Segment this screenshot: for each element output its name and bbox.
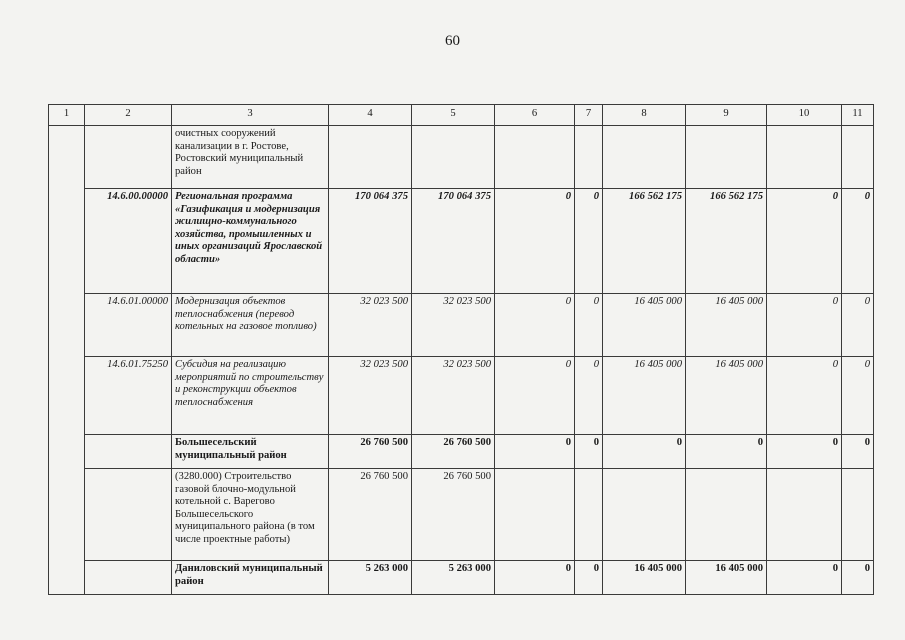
value-cell: 166 562 175 bbox=[603, 189, 686, 294]
value-cell: 5 263 000 bbox=[329, 561, 412, 595]
description-cell: очистных сооружений канализации в г. Ростове, Ростовский муниципальный район bbox=[172, 126, 329, 189]
value-cell: 0 bbox=[495, 561, 575, 595]
value-cell bbox=[329, 126, 412, 189]
value-cell: 26 760 500 bbox=[412, 469, 495, 561]
column-header: 3 bbox=[172, 105, 329, 126]
value-cell bbox=[686, 469, 767, 561]
code-cell: 14.6.01.00000 bbox=[85, 294, 172, 357]
value-cell: 0 bbox=[495, 189, 575, 294]
value-cell: 0 bbox=[495, 357, 575, 435]
value-cell bbox=[686, 126, 767, 189]
value-cell: 0 bbox=[575, 561, 603, 595]
table-row bbox=[49, 357, 874, 435]
description-cell: Даниловский муниципальный район bbox=[172, 561, 329, 595]
value-cell: 32 023 500 bbox=[412, 357, 495, 435]
value-cell bbox=[603, 469, 686, 561]
value-cell bbox=[842, 126, 874, 189]
value-cell: 32 023 500 bbox=[329, 294, 412, 357]
column-header: 8 bbox=[603, 105, 686, 126]
value-cell bbox=[767, 126, 842, 189]
column-header: 4 bbox=[329, 105, 412, 126]
value-cell: 26 760 500 bbox=[329, 469, 412, 561]
value-cell: 0 bbox=[767, 561, 842, 595]
value-cell: 0 bbox=[842, 189, 874, 294]
code-cell: 14.6.00.00000 bbox=[85, 189, 172, 294]
value-cell bbox=[495, 469, 575, 561]
value-cell: 16 405 000 bbox=[686, 357, 767, 435]
value-cell bbox=[495, 126, 575, 189]
value-cell: 0 bbox=[767, 189, 842, 294]
column-header: 7 bbox=[575, 105, 603, 126]
value-cell: 0 bbox=[767, 294, 842, 357]
column-header: 1 bbox=[49, 105, 85, 126]
column-header: 10 bbox=[767, 105, 842, 126]
value-cell: 166 562 175 bbox=[686, 189, 767, 294]
value-cell: 0 bbox=[842, 435, 874, 469]
value-cell: 5 263 000 bbox=[412, 561, 495, 595]
value-cell: 0 bbox=[575, 435, 603, 469]
description-cell: Большесельский муниципальный район bbox=[172, 435, 329, 469]
value-cell: 0 bbox=[767, 435, 842, 469]
value-cell: 0 bbox=[495, 294, 575, 357]
value-cell: 16 405 000 bbox=[603, 561, 686, 595]
value-cell: 26 760 500 bbox=[412, 435, 495, 469]
column-header: 9 bbox=[686, 105, 767, 126]
value-cell: 16 405 000 bbox=[686, 294, 767, 357]
code-cell: 14.6.01.75250 bbox=[85, 357, 172, 435]
value-cell: 170 064 375 bbox=[329, 189, 412, 294]
value-cell: 0 bbox=[575, 357, 603, 435]
column-header: 11 bbox=[842, 105, 874, 126]
description-cell: (3280.000) Строительство газовой блочно-модульной котельной с. Варегово Большесельского муниципального района (в том числе проектные работы) bbox=[172, 469, 329, 561]
table-row bbox=[49, 126, 874, 189]
value-cell: 32 023 500 bbox=[412, 294, 495, 357]
value-cell: 32 023 500 bbox=[329, 357, 412, 435]
value-cell bbox=[603, 126, 686, 189]
table-row bbox=[49, 294, 874, 357]
budget-table bbox=[48, 104, 874, 595]
column-header: 5 bbox=[412, 105, 495, 126]
code-cell bbox=[85, 435, 172, 469]
value-cell: 0 bbox=[842, 561, 874, 595]
value-cell: 0 bbox=[842, 357, 874, 435]
table-row bbox=[49, 561, 874, 595]
value-cell: 16 405 000 bbox=[686, 561, 767, 595]
value-cell: 16 405 000 bbox=[603, 294, 686, 357]
column-number-header-row bbox=[49, 105, 874, 126]
value-cell: 0 bbox=[842, 294, 874, 357]
description-cell: Модернизация объектов теплоснабжения (перевод котельных на газовое топливо) bbox=[172, 294, 329, 357]
description-cell: Региональная программа «Газификация и модернизация жилищно-коммунального хозяйства, промышленных и иных организаций Ярославской области» bbox=[172, 189, 329, 294]
code-cell bbox=[85, 561, 172, 595]
table-row bbox=[49, 435, 874, 469]
page-number: 60 bbox=[445, 33, 460, 49]
value-cell: 170 064 375 bbox=[412, 189, 495, 294]
column-header: 2 bbox=[85, 105, 172, 126]
value-cell: 0 bbox=[575, 294, 603, 357]
value-cell bbox=[575, 126, 603, 189]
value-cell bbox=[575, 469, 603, 561]
value-cell: 26 760 500 bbox=[329, 435, 412, 469]
value-cell: 0 bbox=[495, 435, 575, 469]
table-row bbox=[49, 189, 874, 294]
value-cell bbox=[767, 469, 842, 561]
row-number-cell bbox=[49, 126, 85, 595]
value-cell: 0 bbox=[603, 435, 686, 469]
value-cell bbox=[842, 469, 874, 561]
value-cell bbox=[412, 126, 495, 189]
value-cell: 0 bbox=[767, 357, 842, 435]
value-cell: 0 bbox=[686, 435, 767, 469]
table-row bbox=[49, 469, 874, 561]
value-cell: 0 bbox=[575, 189, 603, 294]
column-header: 6 bbox=[495, 105, 575, 126]
code-cell bbox=[85, 469, 172, 561]
description-cell: Субсидия на реализацию мероприятий по строительству и реконструкции объектов теплоснабжения bbox=[172, 357, 329, 435]
value-cell: 16 405 000 bbox=[603, 357, 686, 435]
code-cell bbox=[85, 126, 172, 189]
